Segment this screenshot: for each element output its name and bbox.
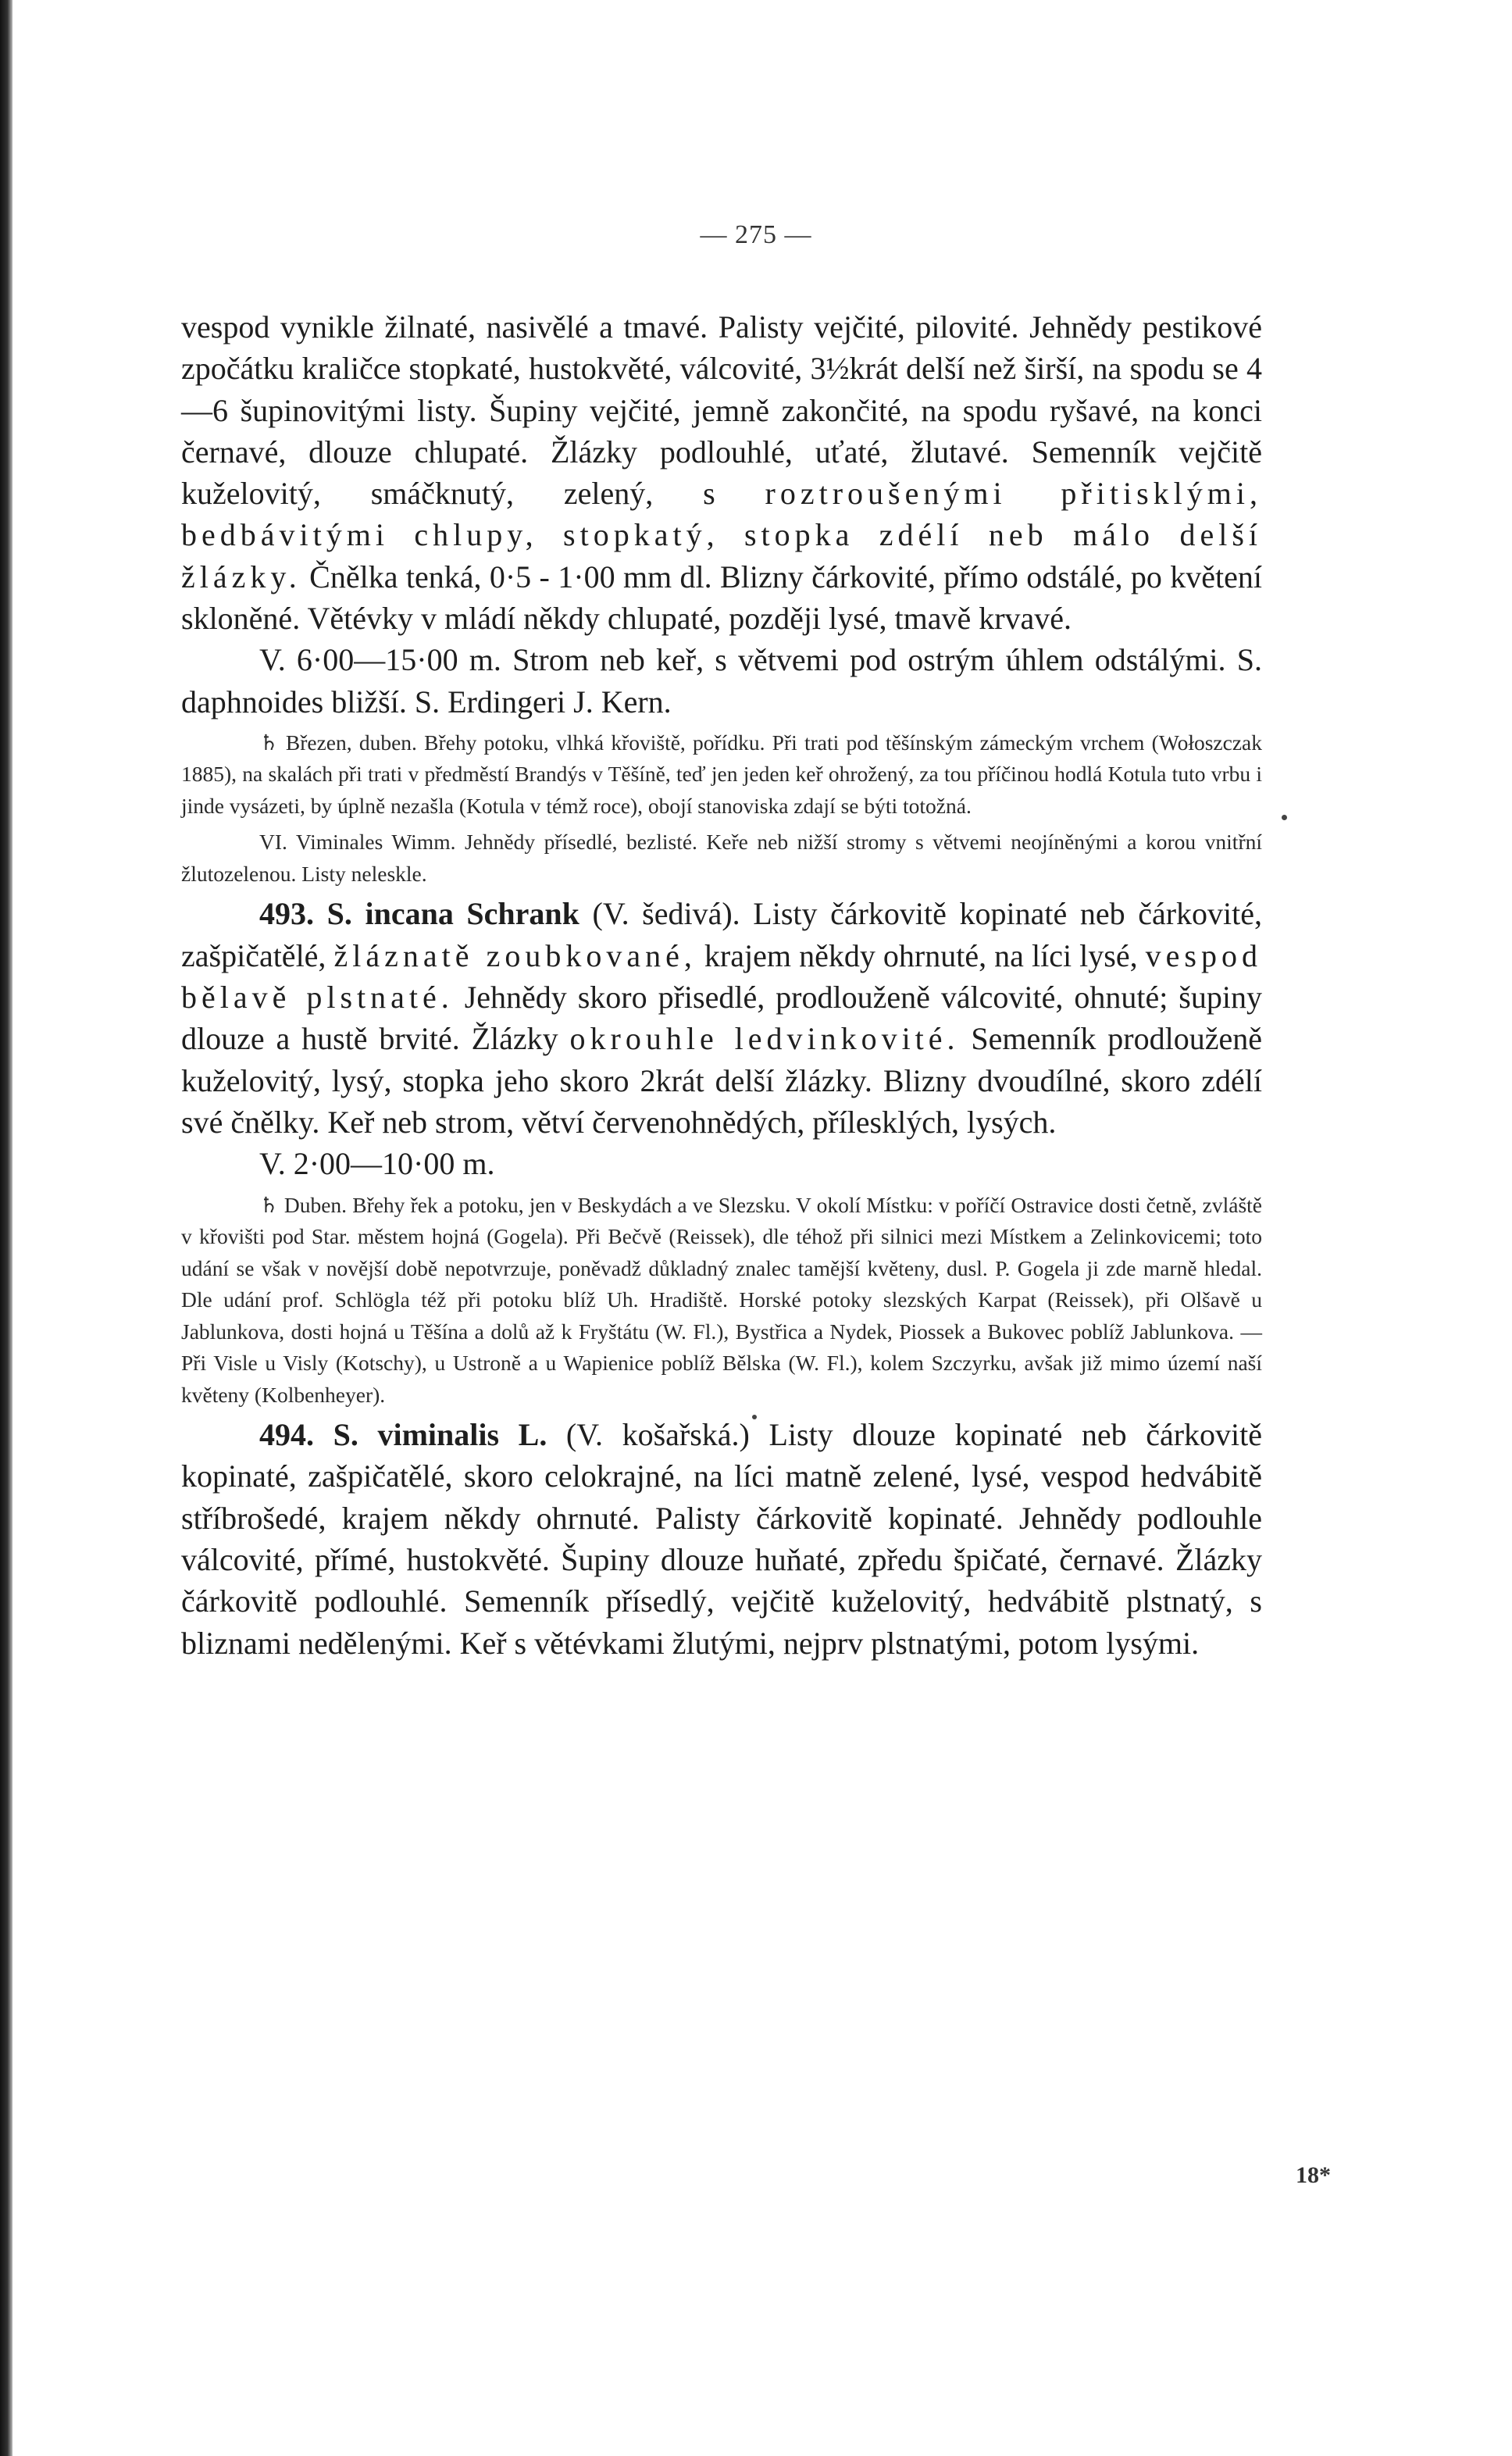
description-text-c: Čnělka tenká, 0·5 - 1·00 mm dl. Blizny čárkovité, přímo odstálé, po květení skloněné. Větévky v mládí někdy chlupaté, později lysé, tmavě krvavé. bbox=[181, 559, 1262, 637]
species-493-spaced-3: okrouhle ledvinkovité. bbox=[569, 1021, 960, 1057]
description-spaced-text: roztroušenými přitisklými, bedbávitými chlupy, stopkatý, stopka zdélí neb málo delší žlázky. bbox=[181, 476, 1262, 594]
page-number: — 275 — bbox=[700, 220, 812, 249]
species-493-text-3: Jehnědy skoro přisedlé, prodlouženě válcovité, ohnuté; šupiny dlouze a hustě brvité. Žlázky bbox=[181, 980, 1262, 1057]
species-493-text-2: krajem někdy ohrnuté, na líci lysé, bbox=[696, 937, 1146, 973]
description-paragraph bbox=[181, 306, 1262, 639]
page-body bbox=[181, 306, 1262, 1664]
size-habit-paragraph: V. 6·00—15·00 m. Strom neb keř, s větvemi pod ostrým úhlem odstálými. S. daphnoides bližší. S. Erdingeri J. Kern. bbox=[181, 642, 1262, 719]
species-493-entry bbox=[181, 893, 1262, 1143]
species-494-name: S. viminalis L. bbox=[333, 1417, 547, 1453]
species-493-text-4: Semenník prodlouženě kuželovitý, lysý, stopka jeho skoro 2krát delší žlázky. Blizny dvoudílné, skoro zdélí své čnělky. Keř neb strom, větví červenohnědých, přílesklých, lysých. bbox=[181, 1021, 1262, 1140]
species-493-locality-note: ♄ Duben. Břehy řek a potoku, jen v Beskydách a ve Slezsku. V okolí Místku: v poříčí Ostravice dosti četně, zvláště v křovišti pod Star. městem hojná (Gogela). Při Bečvě (Reissek), dle téhož při silnici mezi Místkem a Zelinkovicemi; toto udání se však v novější době nepotvrzuje, poněvadž důkladný znalec tamější květeny, dusl. P. Gogela ji zde marně hledal. Dle udání prof. Schlögla též při potoku blíž Uh. Hradiště. Horské potoky slezských Karpat (Reissek), při Olšavě u Jablunkova, dosti hojná u Těšína a dolů až k Fryštátu (W. Fl.), Bystřica a Nydek, Piossek a Bukovec poblíž Jablunkova. — Při Visle u Visly (Kotschy), u Ustroně a u Wapienice poblíž Bělska (W. Fl.), kolem Szczyrku, avšak již mimo území naší květeny (Kolbenheyer). bbox=[181, 1192, 1262, 1407]
section-viminales-note: VI. Viminales Wimm. Jehnědy přísedlé, bezlisté. Keře neb nižší stromy s větvemi neojíněnými a korou vnitřní žlutozelenou. Listy neleskle. bbox=[181, 830, 1262, 886]
species-493-name: S. incana Schrank bbox=[326, 896, 579, 932]
scan-speck bbox=[1282, 815, 1287, 820]
locality-note: ♄ Březen, duben. Břehy potoku, vlhká křoviště, pořídku. Při trati pod těšínským zámeckým vrchem (Wołoszczak 1885), na skalách při trati v předměstí Brandýs v Těšíně, teď jen jeden keř ohrožený, za tou příčinou hodlá Kotula tuto vrbu i jinde vysázeti, by úplně nezašla (Kotula v témž roce), obojí stanoviska zdají se býti totožná. bbox=[181, 730, 1262, 818]
species-493-spaced-1: žláznatě zoubkované, bbox=[333, 937, 697, 973]
species-493-number: 493. bbox=[259, 896, 314, 932]
species-494-number: 494. bbox=[259, 1417, 314, 1453]
species-494-entry bbox=[181, 1414, 1262, 1664]
sheet-signature: 18* bbox=[1296, 2162, 1331, 2188]
description-text-a: vespod vynikle žilnaté, nasivělé a tmavé. Palisty vejčité, pilovité. Jehnědy pestikové zpočátku kraličce stopkaté, hustokvěté, válcovité, 3½krát delší než širší, na spodu se 4—6 šupinovitými listy. Šupiny vejčité, jemně zakončité, na spodu ryšavé, na konci černavé, dlouze chlupaté. Žlázky podlouhlé, uťaté, žlutavé. Semenník vejčitě kuželovitý, smáčknutý, zelený, s bbox=[181, 309, 1262, 512]
scan-edge-shadow bbox=[0, 0, 12, 2456]
species-494-text: (V. košařská.) Listy dlouze kopinaté neb čárkovitě kopinaté, zašpičatělé, skoro celokrajné, na líci matně zelené, lysé, vespod hedvábitě stříbrošedé, krajem někdy ohrnuté. Palisty čárkovitě kopinaté. Jehnědy podlouhle válcovité, přímé, hustokvěté. Šupiny dlouze huňaté, zpředu špičaté, černavé. Žlázky čárkovitě podlouhlé. Semenník přísedlý, vejčitě kuželovitý, hedvábitě plstnatý, s bliznami nedělenými. Keř s větévkami žlutými, nejprv plstnatými, potom lysými. bbox=[181, 1417, 1263, 1661]
species-493-text-1: (V. šedivá). Listy čárkovitě kopinaté neb čárkovité, zašpičatělé, bbox=[181, 896, 1263, 973]
species-493-size: V. 2·00—10·00 m. bbox=[259, 1146, 495, 1182]
species-493-spaced-2: vespod bělavě plstnaté. bbox=[181, 937, 1262, 1016]
